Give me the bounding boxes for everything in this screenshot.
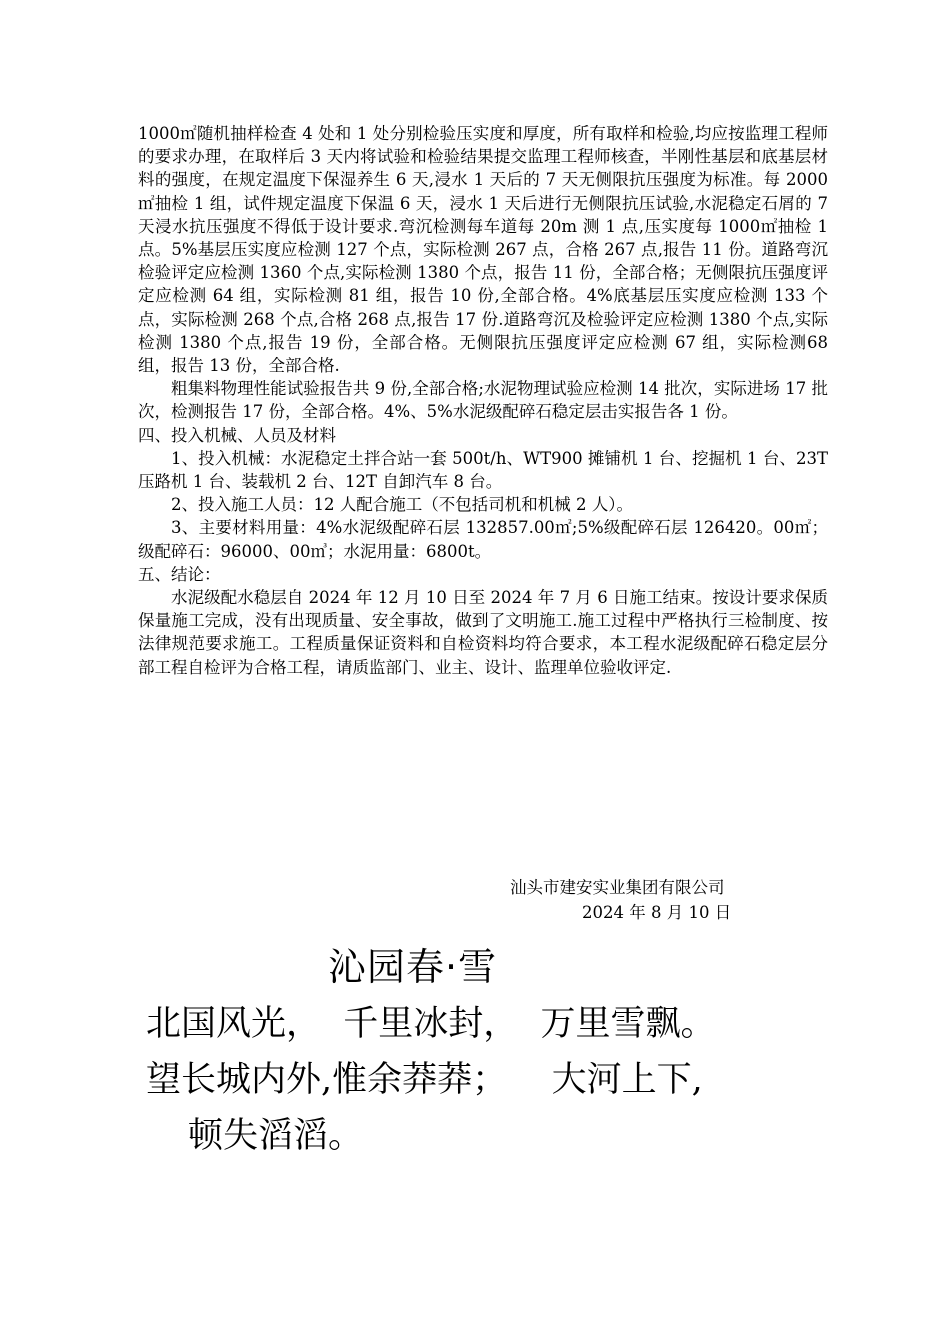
company-signature: 汕头市建安实业集团有限公司 — [510, 878, 725, 897]
poem-line-1: 北国风光， 千里冰封， 万里雪飘。 — [146, 1004, 716, 1044]
paragraph-materials-tests: 粗集料物理性能试验报告共 9 份,全部合格;水泥物理试验应检测 14 批次，实际进场 17 批次，检测报告 17 份，全部合格。4%、5%水泥级配碎石稳定层击实报告各 1 份。 — [138, 379, 828, 422]
item-materials: 3、主要材料用量：4%水泥级配碎石层 132857.00㎡;5%级配碎石层 126420。00㎡；级配碎石：96000、00㎥；水泥用量：6800t。 — [138, 518, 828, 561]
report-body — [138, 122, 828, 679]
poem-title: 沁园春·雪 — [328, 945, 498, 989]
poem-line-3: 顿失滔滔。 — [188, 1116, 364, 1156]
section-heading-4: 四、投入机械、人员及材料 — [138, 425, 336, 445]
signature-date: 2024 年 8 月 10 日 — [582, 903, 732, 922]
poem-body — [146, 996, 846, 1164]
poem-line-2: 望长城内外,惟余莽莽； 大河上下, — [146, 1060, 703, 1100]
item-machinery: 1、投入机械：水泥稳定土拌合站一套 500t/h、WT900 摊铺机 1 台、挖掘机 1 台、23T 压路机 1 台、装载机 2 台、12T 自卸汽车 8 台。 — [138, 448, 828, 492]
item-personnel: 2、投入施工人员：12 人配合施工（不包括司机和机械 2 人）。 — [171, 495, 633, 515]
section-heading-5: 五、结论： — [138, 564, 221, 584]
paragraph-conclusion: 水泥级配水稳层自 2024 年 12 月 10 日至 2024 年 7 月 6 日施工结束。按设计要求保质保量施工完成，没有出现质量、安全事故，做到了文明施工.施工过程中严格执行三检制度、按法律规范要求施工。工程质量保证资料和自检资料均符合要求，本工程水泥级配碎石稳定层分部工程自检评为合格工程，请质监部门、业主、设计、监理单位验收评定. — [138, 588, 828, 677]
paragraph-testing: 1000㎡随机抽样检查 4 处和 1 处分别检验压实度和厚度，所有取样和检验,均应按监理工程师的要求办理，在取样后 3 天内将试验和检验结果提交监理工程师核查，半刚性基层和底基层材料的强度，在规定温度下保湿养生 6 天,浸水 1 天后的 7 天无侧限抗压强度为标准。每 2000㎡抽检 1 组，试件规定温度下保温 6 天，浸水 1 天后进行无侧限抗压试验,水泥稳定石屑的 7 天浸水抗压强度不得低于设计要求.弯沉检测每车道每 20m 测 1 点,压实度每 1000㎡抽检 1 点。5%基层压实度应检测 127 个点，实际检测 267 点，合格 267 点,报告 11 份。道路弯沉检验评定应检测 1360 个点,实际检测 1380 个点，报告 11 份，全部合格；无侧限抗压强度评定应检测 64 组，实际检测 81 组，报告 10 份,全部合格。4%底基层压实度应检测 133 个点，实际检测 268 个点,合格 268 点,报告 17 份.道路弯沉及检验评定应检测 1380 个点,实际检测 1380 个点,报告 19 份，全部合格。无侧限抗压强度评定应检测 67 组，实际检测68 组，报告 13 份，全部合格. — [138, 124, 828, 376]
